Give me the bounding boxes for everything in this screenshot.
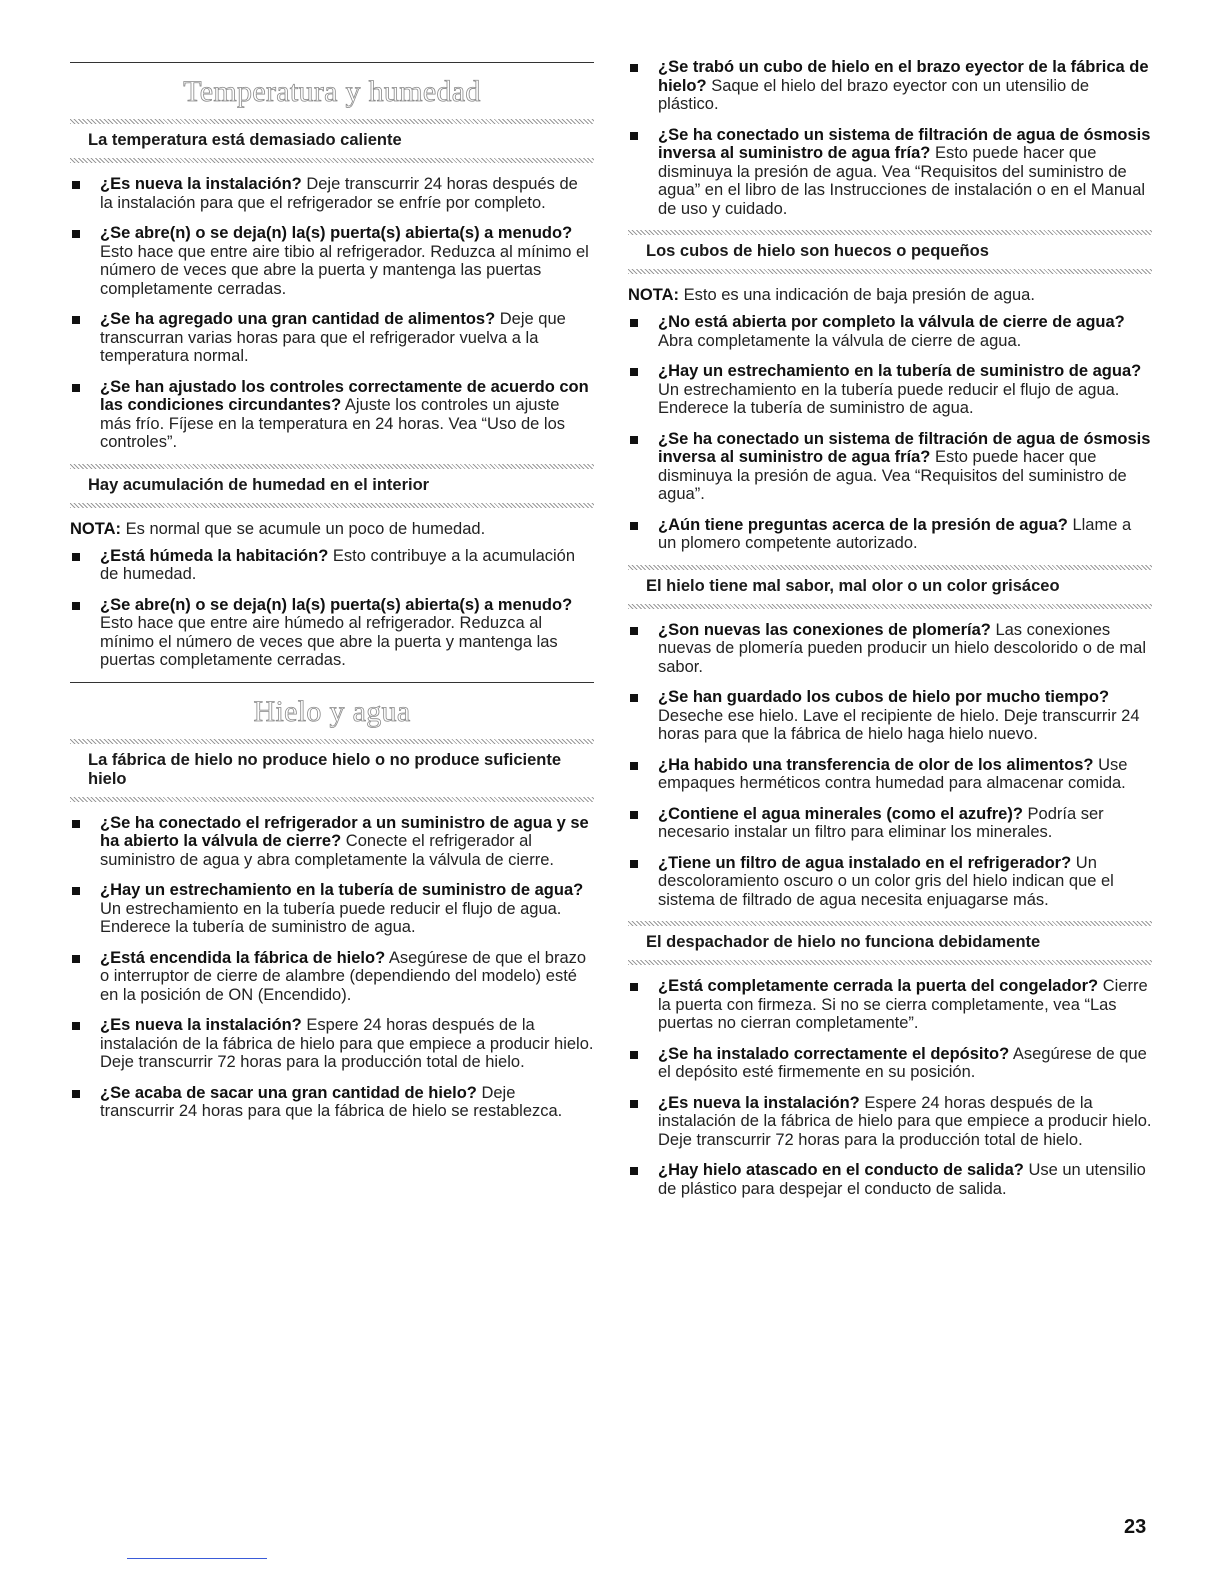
- list-item: ¿Está encendida la fábrica de hielo? Asegúrese de que el brazo o interruptor de cierre de alambre (dependiendo del modelo) esté en la posición de ON (Encendido).: [70, 949, 594, 1005]
- section-title-hielo-agua: Hielo y agua: [253, 694, 411, 728]
- troubleshoot-list: [70, 547, 594, 670]
- troubleshoot-list: [628, 977, 1152, 1198]
- list-item: ¿Hay un estrechamiento en la tubería de suministro de agua? Un estrechamiento en la tubería puede reducir el flujo de agua. Enderece la tubería de suministro de agua.: [628, 362, 1152, 418]
- list-item: ¿Hay hielo atascado en el conducto de salida? Use un utensilio de plástico para despejar el conducto de salida.: [628, 1161, 1152, 1198]
- list-item: ¿Aún tiene preguntas acerca de la presión de agua? Llame a un plomero competente autorizado.: [628, 516, 1152, 553]
- troubleshoot-list: [70, 814, 594, 1121]
- list-item: ¿Se acaba de sacar una gran cantidad de hielo? Deje transcurrir 24 horas para que la fábrica de hielo se restablezca.: [70, 1084, 594, 1121]
- list-item: ¿Se abre(n) o se deja(n) la(s) puerta(s) abierta(s) a menudo? Esto hace que entre aire húmedo al refrigerador. Reduzca al mínimo el número de veces que abre la puerta y mantenga las puertas completamente cerradas.: [70, 596, 594, 670]
- list-item: ¿Se ha instalado correctamente el depósito? Asegúrese de que el depósito esté firmemente en su posición.: [628, 1045, 1152, 1082]
- list-item: ¿Se han guardado los cubos de hielo por mucho tiempo? Deseche ese hielo. Lave el recipiente de hielo. Deje transcurrir 24 horas para que la fábrica de hielo haga hielo nuevo.: [628, 688, 1152, 744]
- list-item: ¿Se han ajustado los controles correctamente de acuerdo con las condiciones circundantes? Ajuste los controles un ajuste más frío. Fíjese en la temperatura en 24 horas. Vea “Uso de los controles”.: [70, 378, 594, 452]
- list-item: ¿Se ha conectado un sistema de filtración de agua de ósmosis inversa al suministro de agua fría? Esto puede hacer que disminuya la presión de agua. Vea “Requisitos del suministro de agua”.: [628, 430, 1152, 504]
- hatch-divider: [70, 158, 594, 163]
- subheading-mal-sabor: El hielo tiene mal sabor, mal olor o un color grisáceo: [646, 576, 1060, 595]
- list-item: ¿Se ha conectado un sistema de filtración de agua de ósmosis inversa al suministro de agua fría? Esto puede hacer que disminuya la presión de agua. Vea “Requisitos del suministro de agua” en el libro de las Instrucciones de instalación o en el Manual de uso y cuidado.: [628, 126, 1152, 219]
- section-rule: [70, 62, 594, 63]
- list-item: ¿Se abre(n) o se deja(n) la(s) puerta(s) abierta(s) a menudo? Esto hace que entre aire tibio al refrigerador. Reduzca al mínimo el número de veces que abre la puerta y mantenga las puertas completamente cerradas.: [70, 224, 594, 298]
- subheading-temperatura-caliente: La temperatura está demasiado caliente: [88, 131, 402, 149]
- subheading-cubos-huecos: Los cubos de hielo son huecos o pequeños: [646, 242, 989, 260]
- list-item: ¿No está abierta por completo la válvula de cierre de agua? Abra completamente la válvula de cierre de agua.: [628, 313, 1152, 350]
- hatch-divider: [70, 797, 594, 802]
- section-rule: [70, 682, 594, 683]
- right-column: [628, 58, 1152, 1210]
- troubleshoot-list: [70, 175, 594, 452]
- list-item: ¿Se ha conectado el refrigerador a un suministro de agua y se ha abierto la válvula de cierre? Conecte el refrigerador al suministro de agua y abra completamente la válvula de cierre.: [70, 814, 594, 870]
- list-item: ¿Es nueva la instalación? Espere 24 horas después de la instalación de la fábrica de hielo para que empiece a producir hielo. Deje transcurrir 72 horas para la producción total de hielo.: [70, 1016, 594, 1072]
- hatch-divider: [628, 604, 1152, 609]
- hatch-divider: [70, 503, 594, 508]
- list-item: ¿Hay un estrechamiento en la tubería de suministro de agua? Un estrechamiento en la tubería puede reducir el flujo de agua. Enderece la tubería de suministro de agua.: [70, 881, 594, 937]
- troubleshoot-list: [628, 313, 1152, 553]
- subheading-humedad-interior: Hay acumulación de humedad en el interior: [88, 475, 430, 494]
- list-item: ¿Es nueva la instalación? Deje transcurrir 24 horas después de la instalación para que el refrigerador se enfríe por completo.: [70, 175, 594, 212]
- list-item: ¿Son nuevas las conexiones de plomería? Las conexiones nuevas de plomería pueden producir un hielo descolorido o de mal sabor.: [628, 621, 1152, 677]
- subheading-despachador: El despachador de hielo no funciona debidamente: [646, 933, 1041, 951]
- troubleshoot-list: [628, 621, 1152, 910]
- hatch-divider: [628, 269, 1152, 274]
- left-column: [70, 62, 594, 1133]
- troubleshoot-list: [628, 58, 1152, 218]
- list-item: ¿Ha habido una transferencia de olor de los alimentos? Use empaques herméticos contra humedad para almacenar comida.: [628, 756, 1152, 793]
- list-item: ¿Tiene un filtro de agua instalado en el refrigerador? Un descoloramiento oscuro o un color gris del hielo indican que el sistema de filtrado de agua necesita enjuagarse más.: [628, 854, 1152, 910]
- list-item: ¿Es nueva la instalación? Espere 24 horas después de la instalación de la fábrica de hielo para que empiece a producir hielo. Deje transcurrir 72 horas para la producción total de hielo.: [628, 1094, 1152, 1150]
- list-item: ¿Está completamente cerrada la puerta del congelador? Cierre la puerta con firmeza. Si no se cierra completamente, vea “Las puertas no cierran completamente”.: [628, 977, 1152, 1033]
- page-number: 23: [1124, 1516, 1147, 1538]
- list-item: ¿Está húmeda la habitación? Esto contribuye a la acumulación de humedad.: [70, 547, 594, 584]
- footer-rule: [127, 1558, 267, 1559]
- subheading-fabrica-no-produce: La fábrica de hielo no produce hielo o no produce suficiente hielo: [88, 750, 562, 788]
- list-item: ¿Contiene el agua minerales (como el azufre)? Podría ser necesario instalar un filtro para eliminar los minerales.: [628, 805, 1152, 842]
- section-title-temperatura: Temperatura y humedad: [183, 75, 481, 108]
- list-item: ¿Se trabó un cubo de hielo en el brazo eyector de la fábrica de hielo? Saque el hielo del brazo eyector con un utensilio de plástico.: [628, 58, 1152, 114]
- note: NOTA: Es normal que se acumule un poco de humedad.: [70, 519, 486, 538]
- hatch-divider: [628, 960, 1152, 965]
- note: NOTA: Esto es una indicación de baja presión de agua.: [628, 286, 1035, 304]
- list-item: ¿Se ha agregado una gran cantidad de alimentos? Deje que transcurran varias horas para que el refrigerador vuelva a la temperatura normal.: [70, 310, 594, 366]
